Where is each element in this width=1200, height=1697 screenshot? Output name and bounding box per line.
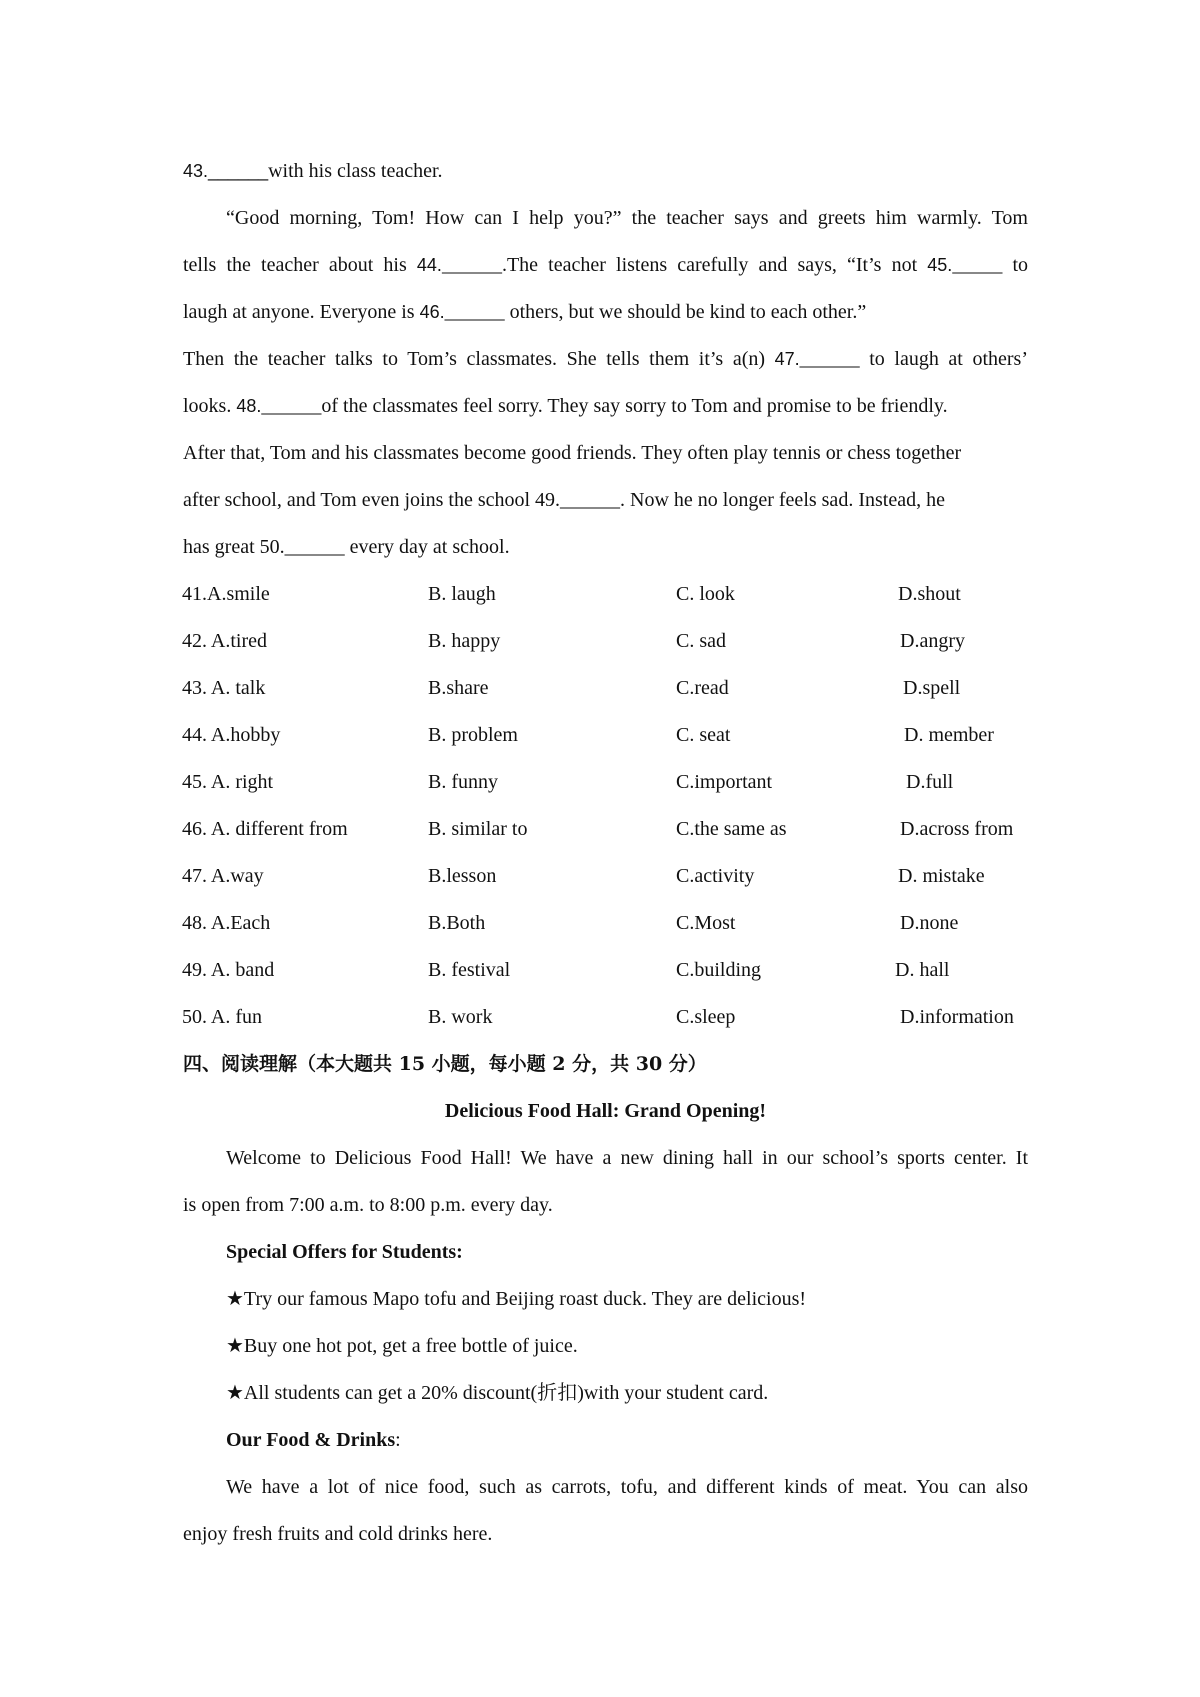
option-a: 44. A.hobby — [182, 724, 281, 746]
offer-item: ★All students can get a 20% discount(折扣)with your student card. — [226, 1382, 769, 1404]
option-d: D.angry — [900, 630, 965, 652]
section-heading: 四、阅读理解（本大题共 15 小题，每小题 2 分，共 30 分） — [183, 1053, 707, 1075]
option-d: D. mistake — [898, 865, 985, 887]
option-c: C.building — [676, 959, 762, 981]
option-d: D.spell — [903, 677, 961, 699]
option-a: 48. A.Each — [182, 912, 271, 934]
passage-text: ______.The teacher listens carefully and says, “It’s not — [441, 254, 928, 276]
option-b: B. work — [428, 1006, 493, 1028]
option-d: D.full — [906, 771, 954, 793]
option-c: C.read — [676, 677, 729, 699]
option-b: B. funny — [428, 771, 498, 793]
reading-title: Delicious Food Hall: Grand Opening! — [444, 1100, 767, 1122]
option-b: B. festival — [428, 959, 511, 981]
passage-text: ______of the classmates feel sorry. They say sorry to Tom and promise to be friendly. — [261, 395, 948, 417]
passage-line-7: After that, Tom and his classmates become good friends. They often play tennis or chess together — [183, 442, 962, 464]
option-a: 49. A. band — [182, 959, 275, 981]
passage-line-8: after school, and Tom even joins the school 49.______. Now he no longer feels sad. Instead, he — [183, 489, 945, 511]
food-drinks-title-line — [226, 1427, 1028, 1453]
blank-43: ______ — [208, 161, 269, 181]
option-c: C. look — [676, 583, 735, 605]
passage-line-5 — [183, 346, 1028, 372]
blank-number-45: 45. — [927, 255, 953, 275]
passage-text: with his class teacher. — [268, 160, 443, 182]
option-d: D.shout — [898, 583, 961, 605]
food-drinks-title: Our Food & Drinks — [226, 1429, 396, 1451]
food-drinks-colon: : — [395, 1429, 401, 1451]
reading-paragraph-2-line-2: enjoy fresh fruits and cold drinks here. — [183, 1523, 493, 1545]
option-b: B.share — [428, 677, 489, 699]
option-a: 41.A.smile — [182, 583, 270, 605]
passage-line-1 — [183, 158, 1028, 184]
option-b: B. problem — [428, 724, 518, 746]
passage-text: tells the teacher about his — [183, 254, 417, 276]
special-offers-title: Special Offers for Students: — [226, 1241, 463, 1263]
reading-paragraph-1-line-2: is open from 7:00 a.m. to 8:00 p.m. every day. — [183, 1194, 553, 1216]
offer-item: ★Buy one hot pot, get a free bottle of juice. — [226, 1335, 578, 1357]
blank-number-43: 43. — [183, 161, 209, 181]
option-b: B.lesson — [428, 865, 497, 887]
passage-line-6 — [183, 393, 1028, 419]
reading-paragraph-2-line-1: We have a lot of nice food, such as carrots, tofu, and different kinds of meat. You can also — [226, 1476, 1028, 1498]
option-a: 46. A. different from — [182, 818, 348, 840]
option-c: C.activity — [676, 865, 755, 887]
option-c: C. seat — [676, 724, 731, 746]
passage-text: Then the teacher talks to Tom’s classmates. She tells them it’s a(n) — [183, 348, 775, 370]
option-a: 50. A. fun — [182, 1006, 262, 1028]
option-d: D.across from — [900, 818, 1014, 840]
option-c: C.the same as — [676, 818, 787, 840]
passage-line-2: “Good morning, Tom! How can I help you?” the teacher says and greets him warmly. Tom — [226, 207, 1028, 229]
option-a: 47. A.way — [182, 865, 264, 887]
option-c: C.sleep — [676, 1006, 736, 1028]
passage-text: ______ to laugh at others’ — [799, 348, 1028, 370]
blank-number-47: 47. — [774, 349, 800, 369]
option-b: B. happy — [428, 630, 501, 652]
option-c: C. sad — [676, 630, 726, 652]
passage-line-3 — [183, 252, 1028, 278]
option-c: C.important — [676, 771, 773, 793]
passage-text: _____ to — [952, 254, 1028, 276]
option-d: D.none — [900, 912, 959, 934]
option-d: D. hall — [895, 959, 950, 981]
blank-number-44: 44. — [416, 255, 442, 275]
passage-line-9: has great 50.______ every day at school. — [183, 536, 510, 558]
option-b: B. similar to — [428, 818, 528, 840]
offer-item: ★Try our famous Mapo tofu and Beijing roast duck. They are delicious! — [226, 1288, 807, 1310]
passage-text: ______ others, but we should be kind to each other.” — [444, 301, 867, 323]
option-a: 42. A.tired — [182, 630, 267, 652]
passage-text: looks. — [183, 395, 237, 417]
reading-paragraph-1-line-1: Welcome to Delicious Food Hall! We have a new dining hall in our school’s sports center. It — [226, 1147, 1028, 1169]
option-d: D.information — [900, 1006, 1014, 1028]
option-b: B.Both — [428, 912, 486, 934]
option-c: C.Most — [676, 912, 736, 934]
option-a: 45. A. right — [182, 771, 274, 793]
option-a: 43. A. talk — [182, 677, 266, 699]
blank-number-46: 46. — [419, 302, 445, 322]
passage-line-4 — [183, 299, 1028, 325]
option-b: B. laugh — [428, 583, 496, 605]
passage-text: laugh at anyone. Everyone is — [183, 301, 420, 323]
blank-number-48: 48. — [236, 396, 262, 416]
option-d: D. member — [904, 724, 994, 746]
